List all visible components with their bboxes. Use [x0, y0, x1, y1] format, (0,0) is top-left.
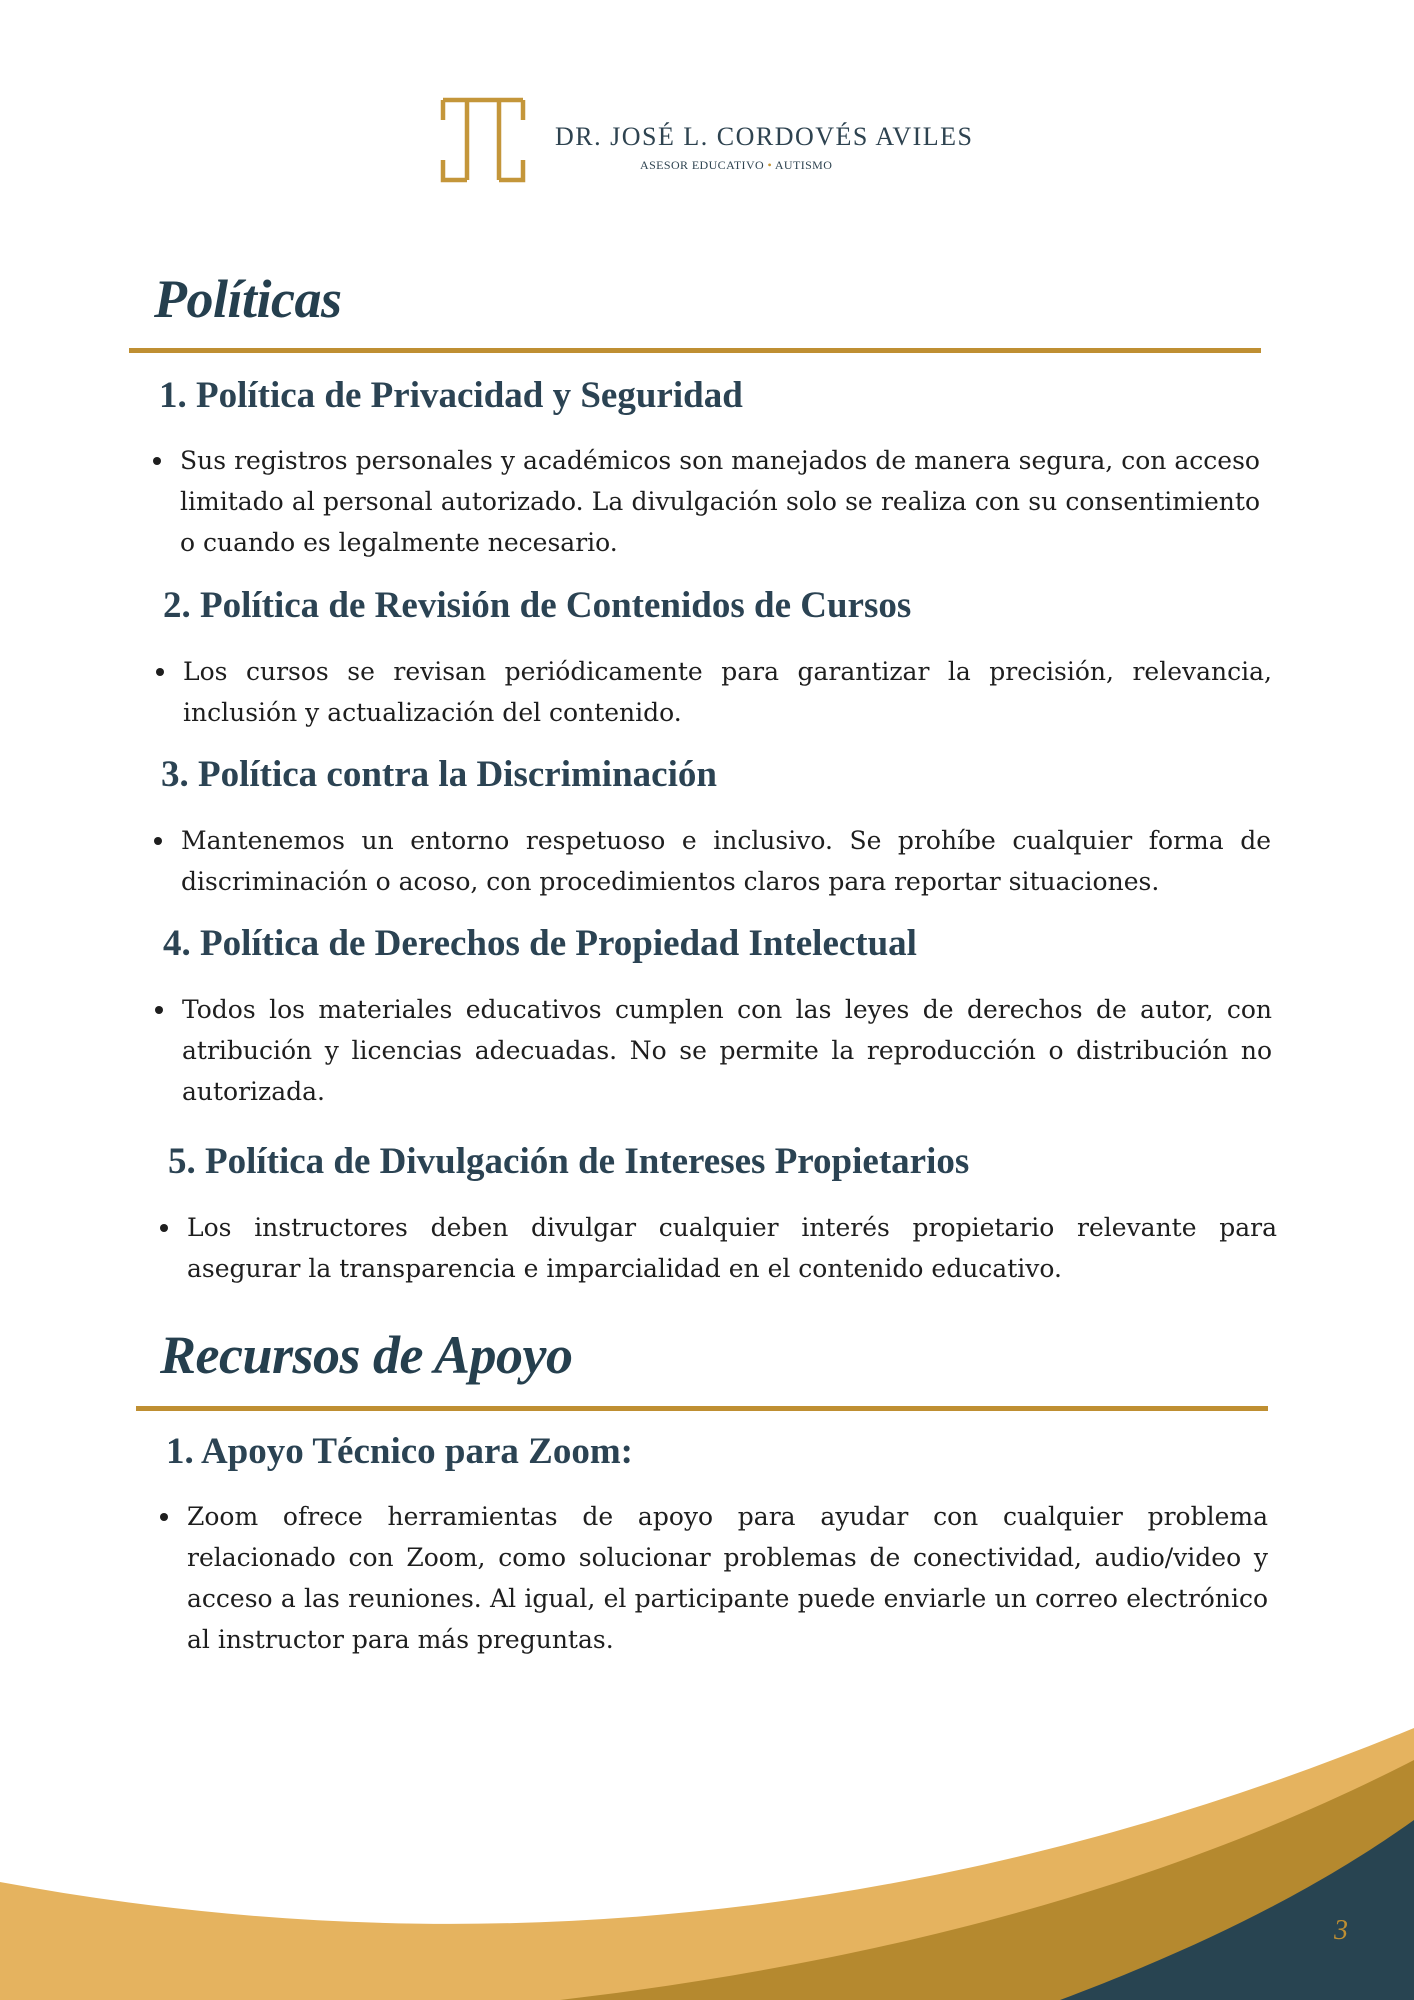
policy-heading-1: 1. Política de Privacidad y Seguridad	[159, 375, 743, 416]
section-title-politicas: Políticas	[154, 269, 342, 329]
bullet-icon	[160, 1224, 168, 1232]
monogram-logo-icon	[440, 96, 526, 184]
section-divider	[129, 348, 1261, 353]
resource-text-1	[187, 1496, 1268, 1660]
brand-name: DR. JOSÉ L. CORDOVÉS AVILES	[555, 122, 974, 151]
policy-heading-4: 4. Política de Derechos de Propiedad Intelectual	[163, 923, 917, 964]
policy-text-2-content: Los cursos se revisan periódicamente para garantizar la precisión, relevancia, inclusión y actualización del contenido.	[183, 657, 1272, 727]
policy-text-3-content: Mantenemos un entorno respetuoso e inclusivo. Se prohíbe cualquier forma de discriminación o acoso, con procedimientos claros para reportar situaciones.	[181, 826, 1271, 896]
resource-text-1-content: Zoom ofrece herramientas de apoyo para ayudar con cualquier problema relacionado con Zoom, como solucionar problemas de conectividad, audio/video y acceso a las reuniones. Al igual, el participante puede enviarle un correo electrónico al instructor para más preguntas.	[187, 1502, 1268, 1654]
page-number: 3	[1334, 1915, 1348, 1946]
policy-text-3	[181, 820, 1271, 902]
bullet-icon	[155, 1006, 163, 1014]
policy-heading-2: 2. Política de Revisión de Contenidos de Cursos	[163, 585, 912, 626]
policy-text-4	[182, 989, 1272, 1112]
policy-heading-5: 5. Política de Divulgación de Intereses Propietarios	[168, 1141, 970, 1182]
policy-heading-3: 3. Política contra la Discriminación	[161, 754, 717, 795]
tagline-left: ASESOR EDUCATIVO	[640, 158, 765, 172]
footer-wave-decoration	[0, 1720, 1414, 2000]
bullet-icon	[153, 457, 161, 465]
section-divider	[136, 1406, 1268, 1411]
bullet-icon	[154, 837, 162, 845]
policy-text-1-content: Sus registros personales y académicos son manejados de manera segura, con acceso limitado al personal autorizado. La divulgación solo se realiza con su consentimiento o cuando es legalmente necesario.	[180, 446, 1260, 557]
brand-tagline	[640, 158, 832, 173]
tagline-right: AUTISMO	[774, 158, 833, 172]
resource-heading-1: 1. Apoyo Técnico para Zoom:	[166, 1431, 633, 1472]
tagline-separator: •	[767, 158, 773, 172]
policy-text-5-content: Los instructores deben divulgar cualquier interés propietario relevante para asegurar la transparencia e imparcialidad en el contenido educativo.	[187, 1213, 1277, 1283]
section-title-recursos: Recursos de Apoyo	[160, 1325, 573, 1385]
letterhead	[440, 96, 1000, 184]
policy-text-5	[187, 1207, 1277, 1289]
policy-text-1	[180, 440, 1260, 563]
policy-text-2	[183, 651, 1272, 733]
policy-text-4-content: Todos los materiales educativos cumplen con las leyes de derechos de autor, con atribución y licencias adecuadas. No se permite la reproducción o distribución no autorizada.	[182, 995, 1272, 1106]
bullet-icon	[160, 1513, 168, 1521]
bullet-icon	[156, 668, 164, 676]
